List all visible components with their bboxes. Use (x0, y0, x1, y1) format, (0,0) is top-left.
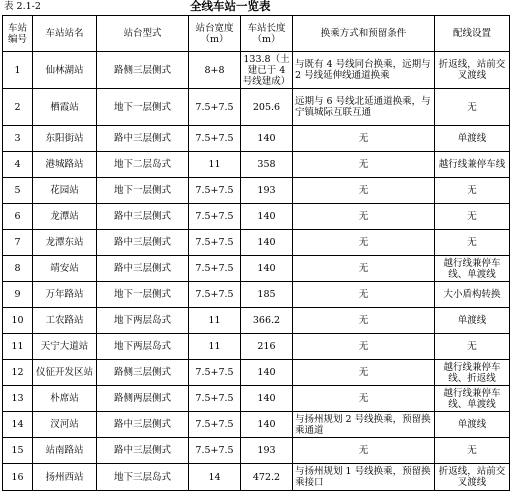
table-cell: 216 (241, 334, 293, 360)
table-cell: 地下一层侧式 (97, 89, 189, 126)
table-cell: 站南路站 (33, 438, 97, 464)
table-cell: 靖安站 (33, 256, 97, 282)
table-row (3, 412, 510, 438)
header-row (3, 16, 510, 52)
table-cell: 366.2 (241, 308, 293, 334)
table-cell: 11 (189, 334, 241, 360)
table-cell: 13 (3, 386, 33, 412)
table-cell: 140 (241, 386, 293, 412)
table-cell: 地下三层岛式 (97, 464, 189, 491)
table-cell: 无 (293, 126, 435, 152)
table-cell: 无 (435, 438, 510, 464)
table-cell: 无 (293, 360, 435, 386)
table-cell: 无 (293, 230, 435, 256)
table-cell: 193 (241, 438, 293, 464)
col-header-track: 配线设置 (435, 16, 510, 52)
table-cell: 无 (435, 178, 510, 204)
table-cell: 路中三层侧式 (97, 126, 189, 152)
table-cell: 朴席站 (33, 386, 97, 412)
table-cell: 地下一层侧式 (97, 178, 189, 204)
table-cell: 7 (3, 230, 33, 256)
table-cell: 万年路站 (33, 282, 97, 308)
table-cell: 折返线，站前交叉渡线 (435, 464, 510, 491)
table-cell: 路中三层侧式 (97, 204, 189, 230)
table-cell: 7.5+7.5 (189, 126, 241, 152)
col-header-platform-type: 站台型式 (97, 16, 189, 52)
table-cell: 8+8 (189, 52, 241, 89)
table-cell: 单渡线 (435, 126, 510, 152)
table-title: 全线车站一览表 (190, 0, 271, 13)
table-cell: 扬州西站 (33, 464, 97, 491)
table-cell: 5 (3, 178, 33, 204)
table-cell: 7.5+7.5 (189, 360, 241, 386)
table-cell: 折返线，站前交叉渡线 (435, 52, 510, 89)
table-row (3, 464, 510, 491)
table-cell: 越行线兼停车线、折返线 (435, 360, 510, 386)
table-cell: 8 (3, 256, 33, 282)
table-cell: 7.5+7.5 (189, 89, 241, 126)
table-cell: 9 (3, 282, 33, 308)
table-cell: 路侧三层侧式 (97, 52, 189, 89)
table-row (3, 230, 510, 256)
table-cell: 与扬州规划 2 号线换乘，预留换乘通道 (293, 412, 435, 438)
table-cell: 无 (293, 178, 435, 204)
table-cell: 无 (435, 204, 510, 230)
table-cell: 14 (3, 412, 33, 438)
table-row (3, 89, 510, 126)
table-row (3, 52, 510, 89)
col-header-name: 车站站名 (33, 16, 97, 52)
table-cell: 东阳街站 (33, 126, 97, 152)
station-table (2, 15, 510, 491)
table-cell: 无 (293, 308, 435, 334)
table-cell: 单渡线 (435, 412, 510, 438)
table-cell: 16 (3, 464, 33, 491)
table-cell: 与扬州规划 1 号线换乘，预留换乘接口 (293, 464, 435, 491)
table-cell: 140 (241, 412, 293, 438)
table-cell: 7.5+7.5 (189, 178, 241, 204)
table-cell: 1 (3, 52, 33, 89)
table-cell: 越行线兼停车线、单渡线 (435, 256, 510, 282)
table-cell: 7.5+7.5 (189, 230, 241, 256)
table-cell: 358 (241, 152, 293, 178)
table-cell: 无 (293, 438, 435, 464)
table-cell: 2 (3, 89, 33, 126)
table-cell: 地下两层岛式 (97, 308, 189, 334)
table-cell: 无 (293, 152, 435, 178)
table-cell: 15 (3, 438, 33, 464)
table-row (3, 438, 510, 464)
table-cell: 栖霞站 (33, 89, 97, 126)
table-cell: 3 (3, 126, 33, 152)
table-cell: 140 (241, 230, 293, 256)
table-row (3, 360, 510, 386)
table-cell: 路中三层侧式 (97, 230, 189, 256)
table-cell: 10 (3, 308, 33, 334)
table-cell: 140 (241, 126, 293, 152)
table-row (3, 256, 510, 282)
table-cell: 无 (435, 230, 510, 256)
table-cell: 大小盾构转换 (435, 282, 510, 308)
table-cell: 472.2 (241, 464, 293, 491)
table-row (3, 282, 510, 308)
table-cell: 无 (435, 334, 510, 360)
col-header-transfer: 换乘方式和预留条件 (293, 16, 435, 52)
table-cell: 7.5+7.5 (189, 256, 241, 282)
table-cell: 11 (189, 308, 241, 334)
table-cell: 远期与 6 号线北延通道换乘，与宁镇城际互联互通 (293, 89, 435, 126)
table-row (3, 126, 510, 152)
table-cell: 越行线兼停车线 (435, 152, 510, 178)
table-cell: 无 (293, 334, 435, 360)
table-cell: 工农路站 (33, 308, 97, 334)
table-cell: 7.5+7.5 (189, 412, 241, 438)
table-cell: 花园站 (33, 178, 97, 204)
table-cell: 路中三层侧式 (97, 256, 189, 282)
table-cell: 7.5+7.5 (189, 386, 241, 412)
table-cell: 路中三层侧式 (97, 438, 189, 464)
table-cell: 140 (241, 256, 293, 282)
table-cell: 4 (3, 152, 33, 178)
table-cell: 路中三层侧式 (97, 412, 189, 438)
table-cell: 地下两层岛式 (97, 334, 189, 360)
table-cell: 单渡线 (435, 308, 510, 334)
table-cell: 天宁大道站 (33, 334, 97, 360)
table-cell: 地下一层侧式 (97, 282, 189, 308)
table-cell: 港城路站 (33, 152, 97, 178)
table-cell: 11 (3, 334, 33, 360)
table-number: 表 2.1-2 (4, 1, 41, 12)
table-cell: 14 (189, 464, 241, 491)
col-header-platform-width: 站台宽度（m） (189, 16, 241, 52)
table-cell: 路侧两层侧式 (97, 386, 189, 412)
table-cell: 仙林湖站 (33, 52, 97, 89)
table-cell: 汊河站 (33, 412, 97, 438)
table-cell: 无 (293, 256, 435, 282)
table-cell: 205.6 (241, 89, 293, 126)
table-cell: 7.5+7.5 (189, 204, 241, 230)
table-header (0, 0, 511, 14)
table-cell: 140 (241, 204, 293, 230)
table-cell: 无 (293, 386, 435, 412)
table-cell: 133.8（土建已于 4 号线建成） (241, 52, 293, 89)
table-cell: 7.5+7.5 (189, 282, 241, 308)
table-cell: 7.5+7.5 (189, 438, 241, 464)
table-row (3, 386, 510, 412)
table-cell: 越行线兼停车线、单渡线 (435, 386, 510, 412)
table-cell: 6 (3, 204, 33, 230)
table-cell: 仪征开发区站 (33, 360, 97, 386)
table-cell: 无 (293, 204, 435, 230)
table-row (3, 178, 510, 204)
table-cell: 无 (435, 89, 510, 126)
table-row (3, 334, 510, 360)
table-cell: 12 (3, 360, 33, 386)
table-cell: 185 (241, 282, 293, 308)
table-cell: 路侧三层侧式 (97, 360, 189, 386)
table-row (3, 204, 510, 230)
table-cell: 140 (241, 360, 293, 386)
table-cell: 地下二层岛式 (97, 152, 189, 178)
table-row (3, 308, 510, 334)
table-cell: 龙潭站 (33, 204, 97, 230)
table-cell: 193 (241, 178, 293, 204)
table-cell: 11 (189, 152, 241, 178)
table-row (3, 152, 510, 178)
table-cell: 龙潭东站 (33, 230, 97, 256)
table-cell: 无 (293, 282, 435, 308)
col-header-station-length: 车站长度（m） (241, 16, 293, 52)
table-cell: 与既有 4 号线同台换乘，远期与 2 号线延伸线通道换乘 (293, 52, 435, 89)
col-header-no: 车站编号 (3, 16, 33, 52)
